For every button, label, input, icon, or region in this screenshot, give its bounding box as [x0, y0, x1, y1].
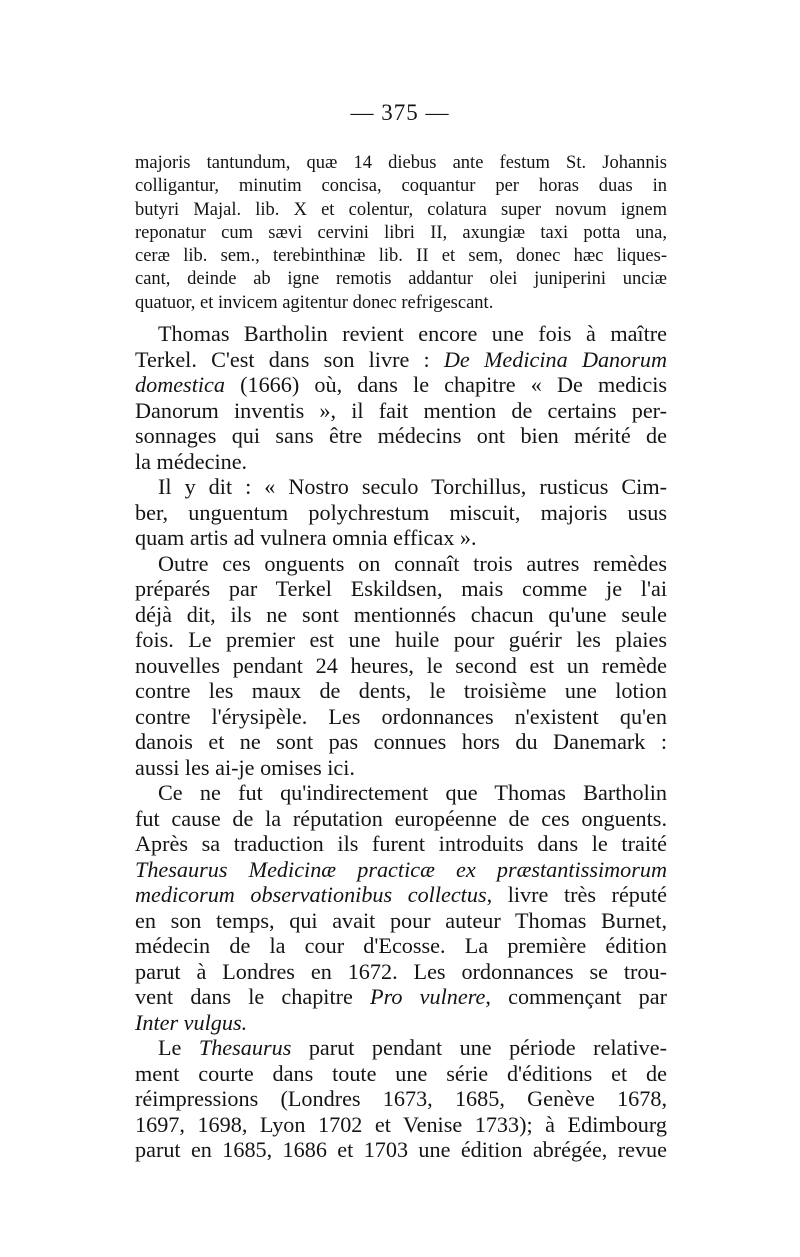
latin-line: quatuor, et invicem agitentur donec refrigescant. — [135, 292, 494, 313]
text-run: parut pendant une période relative- — [291, 1035, 667, 1060]
text-line: Après sa traduction ils furent introduits dans le traité — [135, 831, 667, 856]
latin-line: ceræ lib. sem., terebinthinæ lib. II et sem, donec hæc liques- — [135, 246, 667, 267]
text-line: Il y dit : « Nostro seculo Torchillus, rusticus Cim- — [158, 474, 667, 499]
text-line: réimpressions (Londres 1673, 1685, Genève 1678, — [135, 1086, 667, 1111]
text-line: contre l'érysipèle. Les ordonnances n'existent qu'en — [135, 703, 667, 729]
text-line — [135, 1035, 667, 1061]
text-run: Terkel. C'est dans son livre : — [135, 346, 444, 372]
latin-line: majoris tantundum, quæ 14 diebus ante festum St. Johannis — [135, 153, 667, 173]
text-line — [135, 1010, 667, 1036]
text-line — [135, 857, 667, 883]
text-line: quam artis ad vulnera omnia efficax ». — [135, 525, 477, 550]
text-line: Danorum inventis », il fait mention de certains per- — [135, 397, 667, 423]
latin-line: reponatur cum sævi cervini libri II, axungiæ taxi potta una, — [135, 222, 667, 243]
text-line: Ce ne fut qu'indirectement que Thomas Bartholin — [158, 780, 667, 805]
book-title: domestica — [135, 372, 225, 397]
text-line: danois et ne sont pas connues hors du Danemark : — [135, 729, 667, 754]
text-run: , livre très réputé — [486, 882, 667, 907]
latin-line: cant, deinde ab igne remotis addantur olei juniperini unciæ — [135, 269, 667, 290]
text-line — [135, 372, 667, 398]
text-line: aussi les ai-je omises ici. — [135, 754, 355, 780]
text-line: parut en 1685, 1686 et 1703 une édition abrégée, revue — [135, 1137, 667, 1162]
text-line: ment courte dans toute une série d'éditions et de — [135, 1060, 667, 1086]
book-title: medicorum observationibus collectus — [135, 882, 487, 907]
page-number: — 375 — — [350, 100, 450, 125]
text-line: médecin de la cour d'Ecosse. La première édition — [135, 933, 667, 958]
text-line: ber, unguentum polychrestum miscuit, majoris usus — [135, 499, 667, 525]
text-line — [135, 882, 667, 908]
text-run: vent dans le chapitre — [135, 984, 371, 1009]
text-line: fois. Le premier est une huile pour guérir les plaies — [135, 627, 667, 652]
text-line: Thomas Bartholin revient encore une fois à maître — [158, 321, 667, 346]
chapter-title: Pro vulnere — [370, 984, 486, 1009]
text-run: , commençant par — [485, 984, 667, 1009]
book-title: Thesaurus — [198, 1035, 292, 1060]
chapter-incipit: Inter vulgus. — [135, 1009, 248, 1035]
text-line: nouvelles pendant 24 heures, le second est un remède — [135, 652, 667, 678]
text-run: Le — [158, 1035, 199, 1060]
text-line: 1697, 1698, Lyon 1702 et Venise 1733); à Edimbourg — [135, 1111, 667, 1137]
latin-line: colligantur, minutim concisa, coquantur per horas duas in — [135, 176, 667, 197]
text-line: sonnages qui sans être médecins ont bien mérité de — [135, 423, 667, 448]
latin-line: butyri Majal. lib. X et colentur, colatura super novum ignem — [135, 199, 667, 220]
text-line: Outre ces onguents on connaît trois autres remèdes — [158, 550, 667, 576]
book-title: Thesaurus Medicinæ practicæ ex præstantissimorum — [135, 856, 667, 882]
text-line — [135, 984, 667, 1010]
book-title: De Medicina Danorum — [443, 346, 667, 372]
text-line: en son temps, qui avait pour auteur Thomas Burnet, — [135, 907, 667, 933]
text-line: déjà dit, ils ne sont mentionnés chacun qu'une seule — [135, 601, 667, 627]
text-line — [135, 347, 667, 373]
text-line: préparés par Terkel Eskildsen, mais comme je l'ai — [135, 576, 667, 601]
text-run: (1666) où, dans le chapitre « De medicis — [224, 372, 667, 397]
main-text — [135, 321, 667, 1163]
latin-recipe-passage — [135, 152, 667, 315]
text-line: contre les maux de dents, le troisième une lotion — [135, 678, 667, 703]
text-line: parut à Londres en 1672. Les ordonnances se trou- — [135, 958, 667, 984]
text-line: fut cause de la réputation européenne de ces onguents. — [135, 805, 667, 831]
text-line: la médecine. — [135, 448, 248, 474]
